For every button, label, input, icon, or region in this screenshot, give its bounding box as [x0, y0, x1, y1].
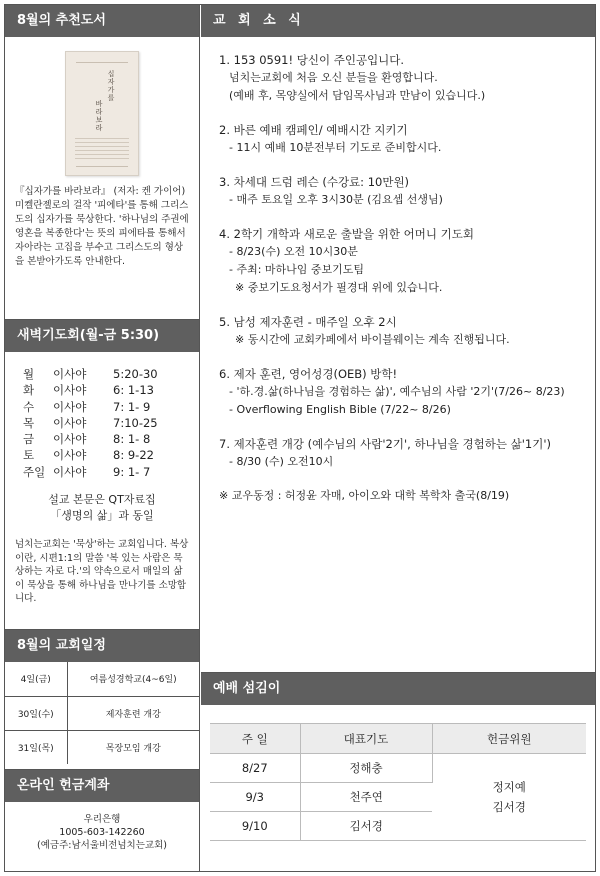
news-list — [201, 37, 595, 505]
book-cover-area — [5, 37, 199, 185]
table-row: 8/27 정해충 정지예 김서경 — [210, 754, 586, 783]
serving-section — [201, 673, 595, 841]
serving-table — [210, 723, 586, 841]
schedule-table — [5, 662, 199, 764]
dawn-prayer-list — [5, 352, 199, 480]
prayer-row: 월 이사야 5:20-30 — [23, 367, 158, 381]
member-news-notice: ※ 교우동정 : 허정윤 자매, 아이오와 대학 복학차 출국(8/19) — [219, 489, 510, 502]
book-description: 『십자가를 바라보라』 (저자: 켄 가이어) 미켈란젤로의 걸작 '피에타'를 통해 그리스도의 십자가를 묵상한다. '하나님의 주권에 영혼을 복종한다'는 뜻의 피에타를 통해서 자아라는 고집을 부수고 그리스도의 형상을 본받아가도록 안내한다. — [15, 186, 189, 267]
table-row: 30일(수) 제자훈련 개강 — [5, 696, 199, 730]
table-row: 31일(목) 목장모임 개강 — [5, 730, 199, 764]
news-item: 3. 차세대 드럼 레슨 (수강료: 10만원) - 매주 토요일 오후 3시30분 (김요셉 선생님) — [219, 175, 443, 206]
table-header-row: 주 일 대표기도 헌금위원 — [210, 724, 586, 754]
online-section — [5, 770, 199, 852]
book-header: 8월의 추천도서 — [5, 5, 199, 37]
table-row: 9/10 김서경 — [210, 812, 586, 841]
serving-table-wrap — [201, 705, 595, 841]
table-row: 4일(금) 여름성경학교(4~6일) — [5, 662, 199, 696]
serving-header: 예배 섬김이 — [201, 673, 595, 705]
news-item: 5. 남성 제자훈련 - 매주일 오후 2시 ※ 동시간에 교회카페에서 바이블웨이는 계속 진행됩니다. — [219, 315, 510, 346]
offering-member-2: 김서경 — [492, 800, 526, 814]
right-column — [201, 5, 595, 871]
prayer-row: 화 이사야 6: 1-13 — [23, 383, 154, 398]
schedule-section — [5, 630, 199, 770]
left-column — [5, 5, 200, 871]
news-item: 2. 바른 예배 캠페인/ 예배시간 지키기 - 11시 예배 10분전부터 기도로 준비합시다. — [219, 123, 442, 154]
offering-member-1: 정지예 — [492, 780, 526, 794]
prayer-description: 넘치는교회는 '묵상'하는 교회입니다. 복상이란, 시편1:1의 말씀 '복 있는 사람은 묵상하는 자로 다.'의 약속으로서 매일의 삶이 묵상을 통해 하나님을 만나기를 소망합니다. — [15, 539, 189, 605]
book-cover-title-2: 바라보라 — [95, 100, 103, 132]
schedule-header: 8월의 교회일정 — [5, 630, 199, 662]
dawn-prayer-section — [5, 320, 199, 630]
bulletin-page — [4, 4, 596, 872]
online-header: 온라인 헌금계좌 — [5, 770, 199, 802]
prayer-row: 주일 이사야 9: 1- 7 — [23, 464, 151, 479]
news-item: 6. 제자 훈련, 영어성경(OEB) 방학! - '하.경.삶(하나님을 경험하는 삶)', 예수님의 사람 '2기'(7/26~ 8/23) - Overflowing English Bible (7/22~ 8/26) — [219, 367, 565, 416]
news-item: 1. 153 0591! 당신이 주인공입니다. 넘치는교회에 처음 오신 분들을 환영합니다. (예배 후, 목양실에서 담임목사님과 만남이 있습니다.) — [219, 53, 486, 102]
prayer-row: 수 이사야 7: 1- 9 — [23, 399, 151, 414]
prayer-row: 목 이사야 7:10-25 — [23, 415, 158, 430]
news-header: 교 회 소 식 — [201, 5, 595, 37]
table-row: 9/3 천주연 — [210, 783, 586, 812]
prayer-row: 금 이사야 8: 1- 8 — [23, 432, 151, 447]
news-item: 7. 제자훈련 개강 (예수님의 사람'2기', 하나님을 경험하는 삶'1기') - 8/30 (수) 오전10시 — [219, 437, 551, 468]
book-section — [5, 5, 199, 320]
prayer-note: 설교 본문은 QT자료집 「생명의 삶」과 동일 — [48, 493, 156, 523]
dawn-prayer-header: 새벽기도회(월-금 5:30) — [5, 320, 199, 352]
online-account-info: 우리은행 1005-603-142260 (예금주:남서울비전넘치는교회) — [37, 814, 167, 851]
book-cover-image — [65, 51, 139, 176]
prayer-row: 토 이사야 8: 9-22 — [23, 448, 154, 463]
news-item: 4. 2학기 개학과 새로운 출발을 위한 어머니 기도회 - 8/23(수) 오전 10시30분 - 주최: 마하나임 중보기도팀 ※ 중보기도요청서가 필경대 위에 있습니다. — [219, 227, 474, 294]
book-cover-title: 십자가를 — [107, 70, 115, 102]
news-section — [201, 5, 595, 673]
